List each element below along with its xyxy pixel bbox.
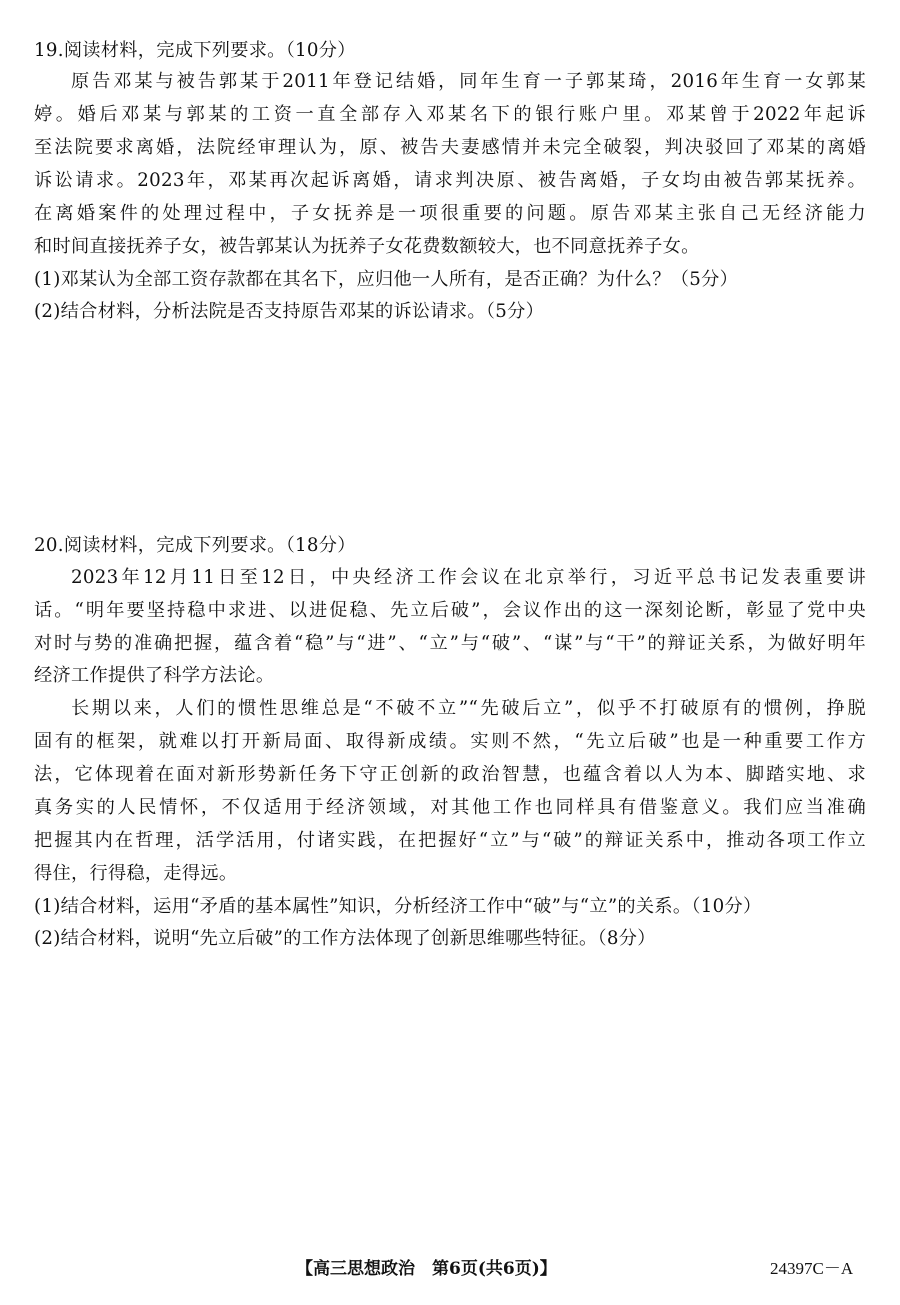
q20-subquestion-1: (1)结合材料，运用“矛盾的基本属性”知识，分析经济工作中“破”与“立”的关系。（10分）: [34, 896, 762, 917]
q19-paragraph-line: 诉讼请求。2023年，邓某再次起诉离婚，请求判决原、被告离婚，子女均由被告郭某抚养。: [34, 170, 866, 191]
q20-paragraph2-line: 把握其内在哲理，活学活用，付诸实践，在把握好“立”与“破”的辩证关系中，推动各项工作立: [34, 830, 866, 851]
q19-paragraph-line: 在离婚案件的处理过程中，子女抚养是一项很重要的问题。原告邓某主张自己无经济能力: [34, 203, 866, 224]
q20-paragraph2-line: 长期以来，人们的惯性思维总是“不破不立”“先破后立”，似乎不打破原有的惯例，挣脱: [71, 698, 866, 719]
exam-code: 24397C－A: [770, 1259, 854, 1278]
q20-paragraph2-line: 固有的框架，就难以打开新局面、取得新成绩。实则不然，“先立后破”也是一种重要工作方: [34, 731, 866, 752]
q20-paragraph2-line: 法，它体现着在面对新形势新任务下守正创新的政治智慧，也蕴含着以人为本、脚踏实地、求: [34, 764, 866, 785]
question-20-header: 20.阅读材料，完成下列要求。（18分）: [34, 535, 356, 556]
q19-paragraph-line: 原告邓某与被告郭某于2011年登记结婚，同年生育一子郭某琦，2016年生育一女郭某: [71, 71, 866, 92]
q20-subquestion-2: (2)结合材料，说明“先立后破”的工作方法体现了创新思维哪些特征。（8分）: [34, 928, 656, 949]
q20-paragraph1-line: 话。“明年要坚持稳中求进、以进促稳、先立后破”，会议作出的这一深刻论断，彰显了党中央: [34, 600, 866, 621]
q19-paragraph-line: 婷。婚后邓某与郭某的工资一直全部存入邓某名下的银行账户里。邓某曾于2022年起诉: [34, 104, 866, 125]
q20-paragraph1-line: 2023年12月11日至12日，中央经济工作会议在北京举行，习近平总书记发表重要讲: [71, 567, 866, 588]
q19-paragraph-line: 至法院要求离婚，法院经审理认为，原、被告夫妻感情并未完全破裂，判决驳回了邓某的离婚: [34, 137, 866, 158]
q20-paragraph2-line: 得住，行得稳，走得远。: [34, 863, 238, 884]
page-footer-title: 【高三思想政治 第6页(共6页)】: [296, 1259, 557, 1279]
q20-paragraph1-line: 对时与势的准确把握，蕴含着“稳”与“进”、“立”与“破”、“谋”与“干”的辩证关系，为做好明年: [34, 633, 866, 654]
q19-subquestion-1: (1)邓某认为全部工资存款都在其名下，应归他一人所有，是否正确？为什么？（5分）: [34, 269, 739, 290]
q20-paragraph2-line: 真务实的人民情怀，不仅适用于经济领域，对其他工作也同样具有借鉴意义。我们应当准确: [34, 797, 866, 818]
question-19-header: 19.阅读材料，完成下列要求。（10分）: [34, 40, 356, 61]
q19-paragraph-line: 和时间直接抚养子女，被告郭某认为抚养子女花费数额较大，也不同意抚养子女。: [34, 236, 700, 257]
q19-subquestion-2: (2)结合材料，分析法院是否支持原告邓某的诉讼请求。（5分）: [34, 301, 545, 322]
q20-paragraph1-line: 经济工作提供了科学方法论。: [34, 665, 275, 686]
